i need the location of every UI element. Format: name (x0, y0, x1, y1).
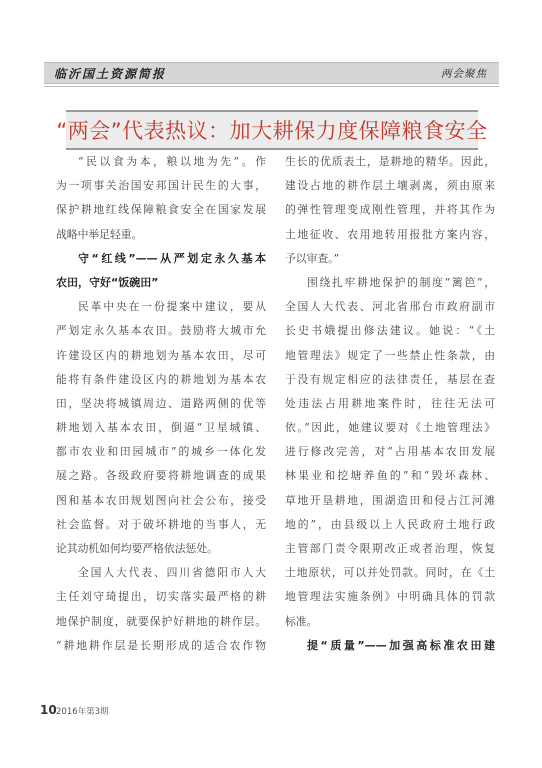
publication-name: 临沂国土资源简报 (54, 67, 167, 81)
text-line: 展之路。各级政府要将耕地调查的成果 (56, 469, 266, 483)
text-line: 主任刘守琦提出，切实落实最严格的耕 (56, 590, 266, 604)
text-line: 严划定永久基本农田。鼓励将大城市允 (56, 324, 266, 338)
article-title-banner (56, 110, 488, 150)
text-line: 林果业和挖塘养鱼的”和“毁坏森林、 (285, 469, 495, 483)
text-line: 保护耕地红线保障粮食安全在国家发展 (56, 203, 266, 217)
left-column (56, 150, 266, 658)
text-line: 论其动机如何均要严格依法惩处。 (56, 542, 218, 555)
text-line: 进行修改完善，对“占用基本农田发展 (285, 445, 495, 459)
issue-label: 2016年第3期 (56, 707, 109, 717)
text-line: 社会监督。对于破坏耕地的当事人，无 (56, 517, 266, 531)
text-line: 为一项事关治国安邦国计民生的大事， (56, 179, 266, 193)
text-line: 长史书娥提出修法建议。她说：“《土 (285, 324, 495, 338)
article-title: “两会”代表热议：加大耕保力度保障粮食安全 (56, 119, 488, 143)
subheading-line: 提“质量”——加强高标准农田建 (307, 638, 495, 652)
text-line: 的弹性管理变成刚性管理，并将其作为 (285, 203, 495, 217)
text-line: 于没有规定相应的法律责任，基层在查 (285, 372, 495, 386)
right-column (285, 150, 495, 658)
text-line: 战略中举足轻重。 (56, 227, 143, 241)
text-line: 予以审查。” (285, 251, 340, 265)
text-line: 依。”因此，她建议要对《土地管理法》 (285, 421, 495, 435)
text-line: 处违法占用耕地案件时，往往无法可 (285, 396, 495, 410)
text-line: 图和基本农田规划图向社会公布，接受 (56, 493, 266, 507)
text-line: 全国人大代表、四川省德阳市人大 (78, 566, 266, 580)
text-line: 标准。 (285, 614, 318, 628)
text-line: “耕地耕作层是长期形成的适合农作物 (56, 638, 266, 652)
text-line: 地管理法实施条例》中明确具体的罚款 (285, 590, 495, 604)
text-line: 地的”，由县级以上人民政府土地行政 (285, 517, 495, 531)
text-line: 主管部门责令限期改正或者治理，恢复 (285, 542, 495, 555)
text-line: 土地原状，可以并处罚款。同时，在《土 (285, 566, 495, 580)
text-line: “民以食为本，粮以地为先”。作 (78, 155, 266, 168)
text-line: 地保护制度，就要保护好耕地的耕作层。 (56, 614, 266, 628)
subheading-line: 守“红线”——从严划定永久基本 (78, 251, 266, 265)
running-header (44, 62, 499, 84)
section-name: 两会聚焦 (441, 68, 487, 80)
text-line: 许建设区内的耕地划为基本农田，尽可 (56, 348, 266, 362)
text-line: 都市农业和田园城市”的城乡一体化发 (56, 445, 266, 459)
text-line: 全国人大代表、河北省邢台市政府副市 (285, 300, 495, 314)
header-divider (44, 86, 499, 87)
text-line: 田，坚决将城镇周边、道路两侧的优等 (56, 396, 266, 410)
text-line: 土地征收、农用地转用报批方案内容， (285, 227, 495, 241)
text-line: 草地开垦耕地，围湖造田和侵占江河滩 (285, 493, 495, 507)
text-line: 能将有条件建设区内的耕地划为基本农 (56, 372, 266, 386)
text-line: 地管理法》规定了一些禁止性条款，由 (285, 348, 495, 362)
text-line: 建设占地的耕作层土壤剥离，须由原来 (285, 179, 495, 193)
text-line: 生长的优质表土，是耕地的精华。因此， (285, 155, 495, 168)
subheading-line: 农田，守好“饭碗田” (56, 275, 159, 289)
page-number: 10 (40, 703, 57, 717)
text-line: 围绕扎牢耕地保护的制度“篱笆”， (307, 275, 495, 289)
text-line: 民革中央在一份提案中建议，要从 (78, 300, 266, 314)
text-line: 耕地划入基本农田，倒逼“卫星城镇、 (56, 421, 266, 435)
